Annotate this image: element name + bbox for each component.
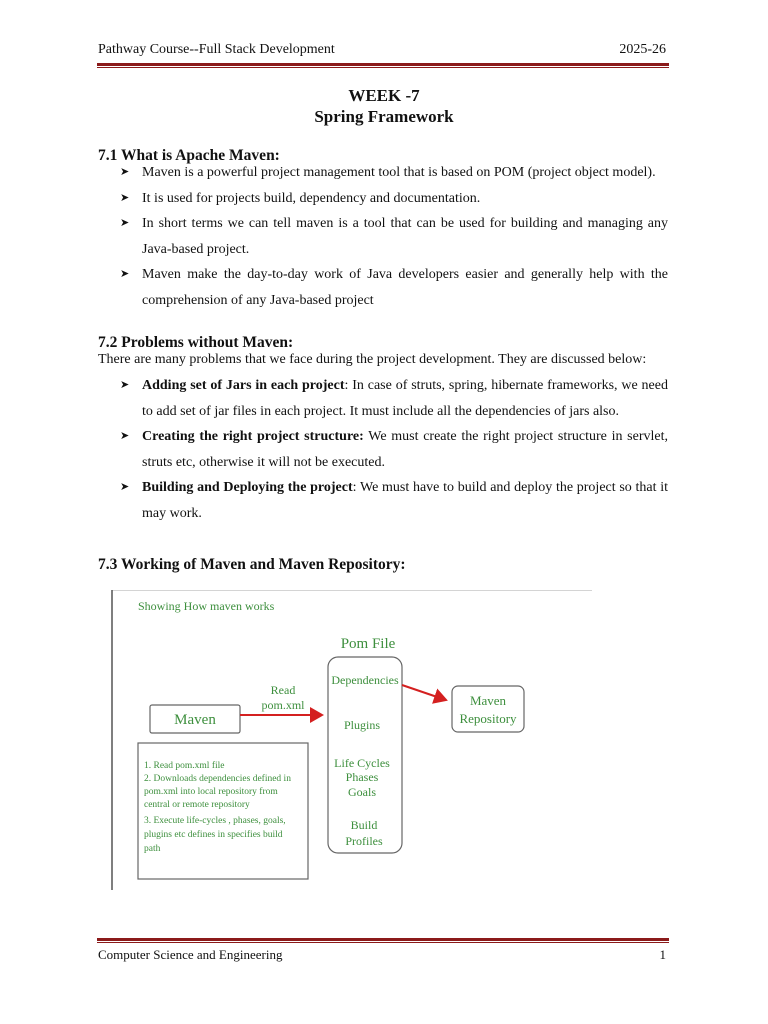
step-line: 3. Execute life-cycles , phases, goals, bbox=[144, 816, 286, 826]
read-label: Read bbox=[270, 683, 296, 697]
list-item: ➤ Adding set of Jars in each project: In case of struts, spring, hibernate frameworks, we need to add set of jar files in each project. It must include all the dependencies of jars also. bbox=[120, 373, 668, 424]
topic-title: Spring Framework bbox=[314, 107, 454, 126]
list-item: ➤ Maven make the day-to-day work of Java developers easier and generally help with the comprehension of any Java-based project bbox=[120, 262, 668, 313]
step-line: path bbox=[144, 844, 161, 854]
arrow-bullet-icon: ➤ bbox=[120, 481, 130, 493]
step-line: central or remote repository bbox=[144, 800, 250, 810]
academic-year: 2025-26 bbox=[619, 42, 666, 57]
arrow-bullet-icon: ➤ bbox=[120, 217, 130, 229]
department-name: Computer Science and Engineering bbox=[98, 947, 283, 962]
list-item: ➤ Building and Deploying the project: We must have to build and deploy the project so that it may work. bbox=[120, 475, 668, 526]
step-line: plugins etc defines in specifies build bbox=[144, 830, 283, 840]
repository-label-2: Repository bbox=[459, 711, 517, 726]
list-item: ➤ Maven is a powerful project management tool that is based on POM (project object model). bbox=[120, 160, 668, 186]
week-title: WEEK -7 bbox=[348, 86, 420, 105]
arrow-bullet-icon: ➤ bbox=[120, 166, 130, 178]
pom-item-build: Build bbox=[350, 818, 378, 832]
page-footer bbox=[98, 947, 666, 963]
problems-bullet-list bbox=[120, 373, 668, 526]
pom-item-lifecycles: Life Cycles bbox=[334, 756, 390, 770]
pom-file-title: Pom File bbox=[340, 636, 396, 652]
maven-label: Maven bbox=[174, 712, 216, 728]
page-header bbox=[98, 42, 666, 60]
maven-bullet-list bbox=[120, 160, 668, 313]
section-heading-7-3: 7.3 Working of Maven and Maven Repository: bbox=[98, 556, 406, 573]
pom-xml-label: pom.xml bbox=[261, 698, 305, 712]
arrow-bullet-icon: ➤ bbox=[120, 379, 130, 391]
list-item: ➤ Creating the right project structure: We must create the right project structure in servlet, struts etc, otherwise it will not be executed. bbox=[120, 424, 668, 475]
list-item: ➤ In short terms we can tell maven is a tool that can be used for building and managing any Java-based project. bbox=[120, 211, 668, 262]
pom-item-dependencies: Dependencies bbox=[331, 673, 399, 687]
problems-intro: There are many problems that we face during the project development. They are discussed below: bbox=[98, 352, 647, 367]
list-item: ➤ It is used for projects build, dependency and documentation. bbox=[120, 186, 668, 212]
section-heading-7-1: 7.1 What is Apache Maven: bbox=[98, 147, 280, 164]
section-heading-7-2: 7.2 Problems without Maven: bbox=[98, 334, 294, 351]
step-line: 2. Downloads dependencies defined in bbox=[144, 774, 291, 784]
diagram-caption: Showing How maven works bbox=[138, 599, 275, 613]
maven-workflow-diagram bbox=[110, 590, 592, 892]
pom-item-phases: Phases bbox=[345, 770, 379, 784]
step-line: pom.xml into local repository from bbox=[144, 787, 278, 797]
course-title: Pathway Course--Full Stack Development bbox=[98, 42, 335, 57]
repository-label-1: Maven bbox=[469, 693, 507, 708]
step-line: 1. Read pom.xml file bbox=[144, 761, 225, 771]
download-arrow bbox=[402, 685, 446, 700]
footer-rule bbox=[97, 938, 669, 943]
page-number: 1 bbox=[659, 947, 666, 962]
header-rule bbox=[97, 63, 669, 68]
arrow-bullet-icon: ➤ bbox=[120, 268, 130, 280]
pom-item-goals: Goals bbox=[348, 785, 376, 799]
pom-item-plugins: Plugins bbox=[343, 718, 381, 732]
pom-item-profiles: Profiles bbox=[345, 834, 383, 848]
arrow-bullet-icon: ➤ bbox=[120, 191, 130, 204]
arrow-bullet-icon: ➤ bbox=[120, 430, 130, 442]
